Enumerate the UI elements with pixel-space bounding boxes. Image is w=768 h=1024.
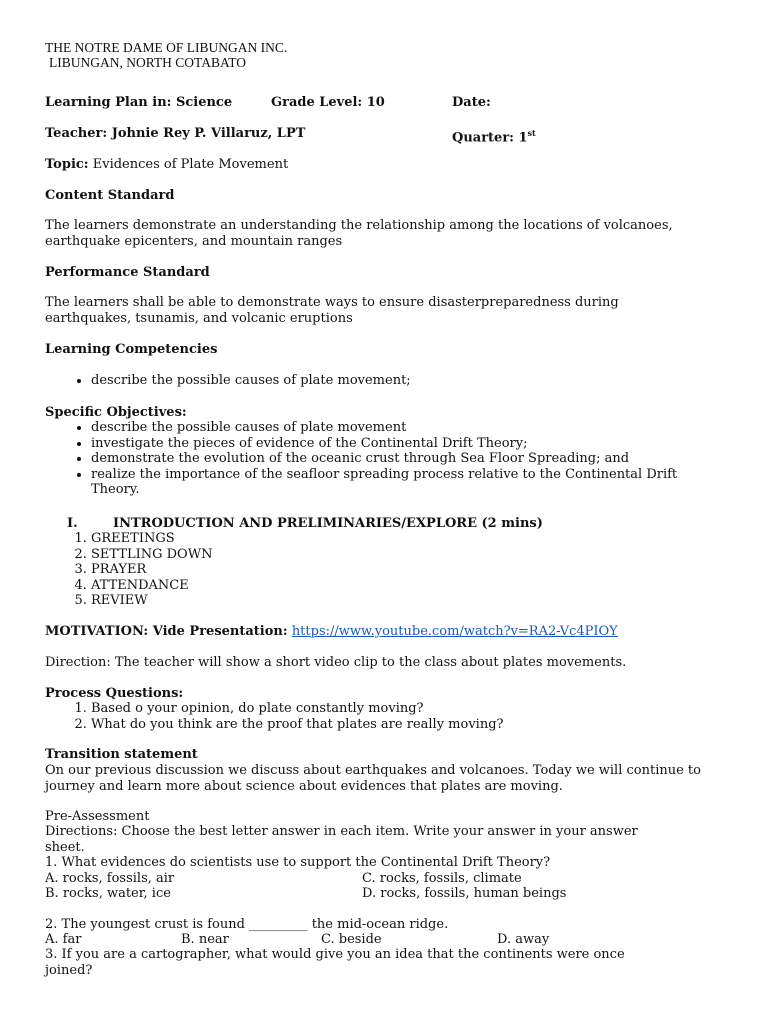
q2-option-b: B. near <box>181 932 229 947</box>
list-item: 4. ATTENDANCE <box>91 578 725 594</box>
list-item: 3. PRAYER <box>91 562 725 578</box>
question-3: 3. If you are a cartographer, what would give you an idea that the continents were once joined? <box>45 947 625 978</box>
transition-text: On our previous discussion we discuss about earthquakes and volcanoes. Today we will continue to journey and learn more about science about evidences that plates are moving. <box>45 763 701 794</box>
q1-option-b: B. rocks, water, ice <box>45 886 171 901</box>
pre-assessment-directions: Directions: Choose the best letter answer in each item. Write your answer in your answer sheet. <box>45 824 638 855</box>
teacher-field: Teacher: Johnie Rey P. Villaruz, LPT <box>45 126 306 141</box>
performance-standard-heading: Performance Standard <box>45 265 210 280</box>
topic-line <box>45 157 725 173</box>
quarter-field: Quarter: 1st <box>452 128 536 146</box>
transition-heading: Transition statement <box>45 747 198 762</box>
section-numeral: I. <box>67 516 78 531</box>
school-name: THE NOTRE DAME OF LIBUNGAN INC. <box>45 40 288 55</box>
content-standard-text: The learners demonstrate an understanding the relationship among the locations of volcanoes, earthquake epicenters, and mountain ranges <box>45 218 673 249</box>
pre-assessment-heading: Pre-Assessment <box>45 809 150 824</box>
q1-option-c: C. rocks, fossils, climate <box>362 871 522 886</box>
video-link[interactable]: https://www.youtube.com/watch?v=RA2-Vc4PIOY <box>291 624 618 639</box>
motivation-line <box>45 624 725 640</box>
list-item: • describe the possible causes of plate movement; <box>91 373 725 389</box>
process-questions-list <box>45 701 725 732</box>
list-item: 1. GREETINGS <box>91 531 725 547</box>
list-item: • realize the importance of the seafloor spreading process relative to the Continental Drift Theory. <box>91 467 685 498</box>
list-item: • describe the possible causes of plate movement <box>91 420 685 436</box>
topic-value: Evidences of Plate Movement <box>88 157 289 172</box>
performance-standard-text: The learners shall be able to demonstrate ways to ensure disasterpreparedness during earthquakes, tsunamis, and volcanic eruptions <box>45 295 619 326</box>
q2-option-d: D. away <box>497 932 550 947</box>
motivation-label: MOTIVATION: Vide Presentation: <box>45 624 288 639</box>
learning-plan-field: Learning Plan in: Science <box>45 95 233 110</box>
q1-option-d: D. rocks, fossils, human beings <box>362 886 567 901</box>
specific-objectives-list <box>45 420 685 498</box>
learning-competencies-list <box>45 373 725 389</box>
date-field: Date: <box>452 95 491 110</box>
q2-option-c: C. beside <box>321 932 382 947</box>
list-item: 1. Based o your opinion, do plate constantly moving? <box>91 701 725 717</box>
list-item: 5. REVIEW <box>91 593 725 609</box>
introduction-heading: INTRODUCTION AND PRELIMINARIES/EXPLORE (2 mins) <box>113 516 543 531</box>
q2-option-a: A. far <box>45 932 82 947</box>
list-item: • investigate the pieces of evidence of the Continental Drift Theory; <box>91 436 685 452</box>
school-address: LIBUNGAN, NORTH COTABATO <box>49 55 246 70</box>
specific-objectives-heading: Specific Objectives: <box>45 405 187 420</box>
list-item: 2. What do you think are the proof that plates are really moving? <box>91 717 725 733</box>
introduction-list <box>45 531 725 609</box>
question-1: 1. What evidences do scientists use to support the Continental Drift Theory? <box>45 855 551 870</box>
direction-text: Direction: The teacher will show a short video clip to the class about plates movements. <box>45 655 627 670</box>
grade-level-field: Grade Level: 10 <box>271 95 385 110</box>
learning-competencies-heading: Learning Competencies <box>45 342 218 357</box>
question-2: 2. The youngest crust is found _________ the mid-ocean ridge. <box>45 917 449 932</box>
quarter-superscript: st <box>527 128 536 138</box>
q1-option-a: A. rocks, fossils, air <box>45 871 175 886</box>
topic-label: Topic: <box>45 157 89 172</box>
content-standard-heading: Content Standard <box>45 188 175 203</box>
list-item: • demonstrate the evolution of the oceanic crust through Sea Floor Spreading; and <box>91 451 685 467</box>
process-questions-heading: Process Questions: <box>45 686 184 701</box>
list-item: 2. SETTLING DOWN <box>91 547 725 563</box>
